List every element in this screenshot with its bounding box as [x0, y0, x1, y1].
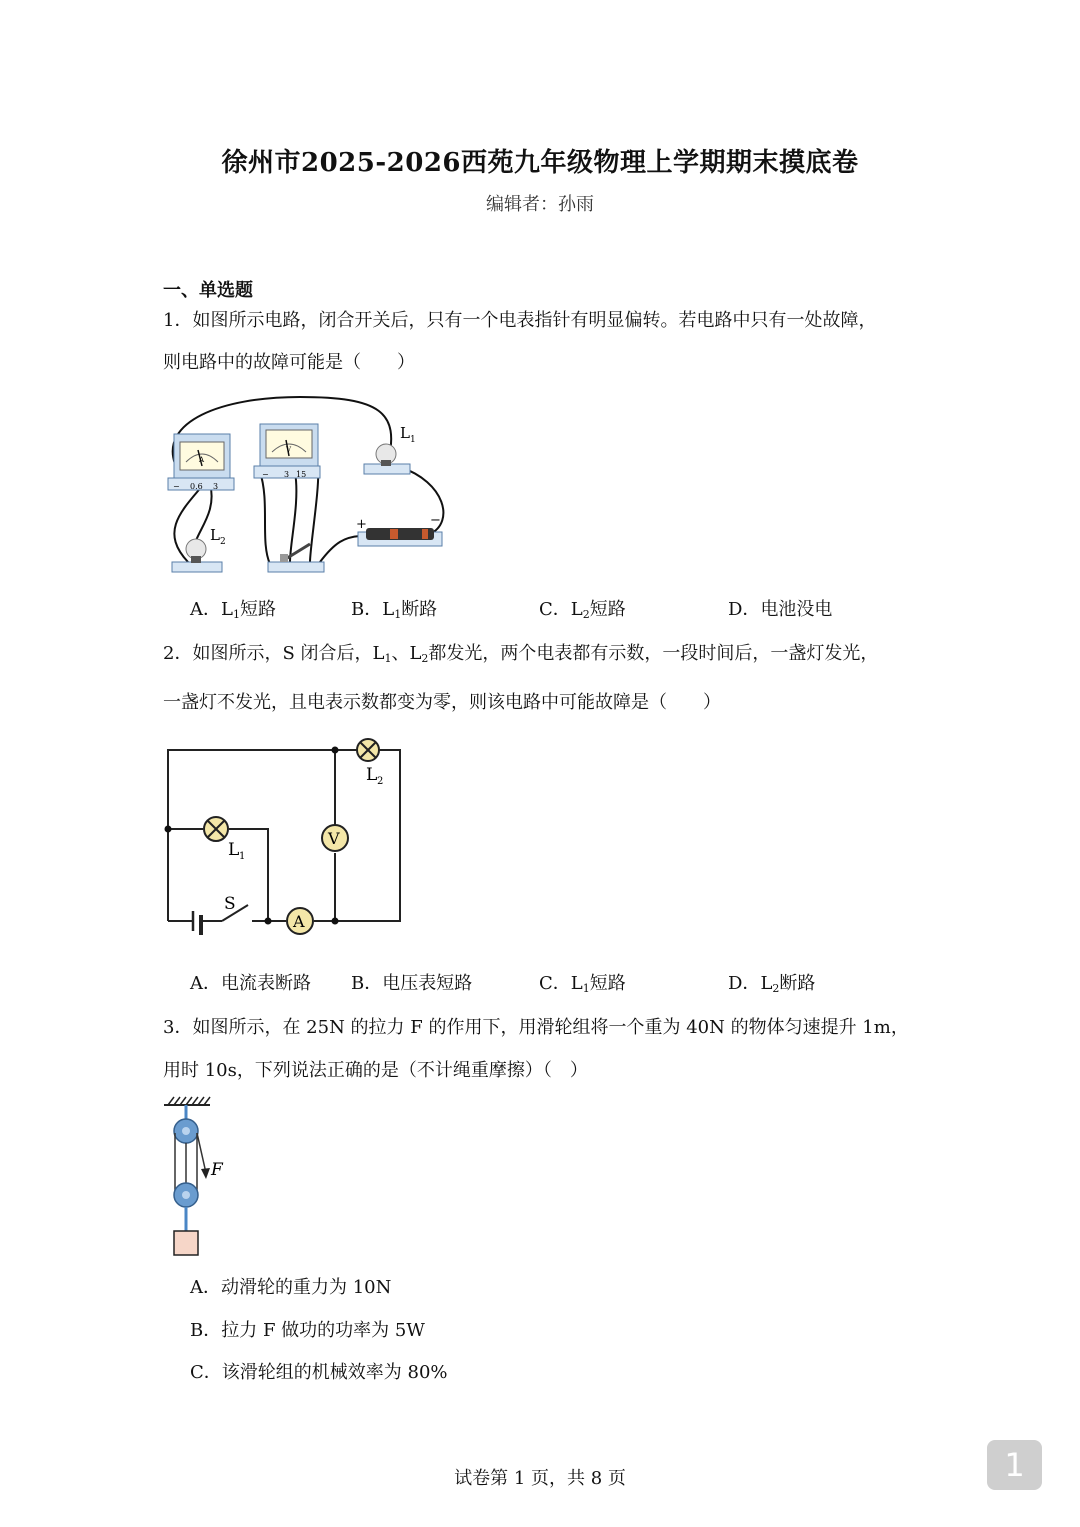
svg-text:0.6: 0.6	[190, 482, 203, 491]
question-3-line-2: 用时 10s，下列说法正确的是（不计绳重摩擦）（ ）	[163, 1060, 588, 1081]
ammeter-1	[168, 434, 234, 491]
svg-text:15: 15	[296, 470, 307, 479]
svg-text:−: −	[262, 470, 269, 479]
svg-text:V: V	[286, 446, 292, 454]
svg-text:3: 3	[213, 482, 219, 491]
lamp-l1-symbol	[204, 817, 245, 862]
svg-text:L: L	[366, 765, 378, 785]
page-title: 徐州市2025-2026西苑九年级物理上学期期末摸底卷	[221, 148, 859, 178]
voltmeter-1	[254, 424, 320, 479]
q3-option-b[interactable]: B．拉力 F 做功的功率为 5W	[190, 1320, 425, 1341]
q2-option-a[interactable]: A．电流表断路	[190, 973, 311, 994]
svg-text:L: L	[228, 840, 240, 860]
q3-option-c[interactable]: C．该滑轮组的机械效率为 80%	[190, 1362, 448, 1383]
battery-1	[356, 513, 442, 546]
question-1-line-2: 则电路中的故障可能是（ ）	[163, 352, 415, 373]
svg-text:1: 1	[410, 435, 416, 445]
question-1-line-1: 1．如图所示电路，闭合开关后，只有一个电表指针有明显偏转。若电路中只有一处故障，	[163, 310, 877, 331]
svg-text:1: 1	[239, 851, 246, 862]
question-3-line-1: 3．如图所示，在 25N 的拉力 F 的作用下，用滑轮组将一个重为 40N 的物体匀速提升 1m，	[163, 1017, 909, 1038]
svg-text:L: L	[400, 424, 410, 442]
switch-label: S	[224, 894, 236, 914]
svg-text:3: 3	[284, 470, 290, 479]
q2-option-b[interactable]: B．电压表短路	[351, 973, 473, 994]
ammeter-symbol	[287, 908, 313, 934]
svg-text:2: 2	[377, 776, 384, 787]
q1-option-c[interactable]: C．$L_2$短路	[539, 599, 626, 621]
svg-text:−: −	[430, 513, 441, 528]
question-2-line-1: 2．如图所示，S 闭合后，$L_1$、$L_2$都发光，两个电表都有示数，一段时间后，一盏灯发光，	[163, 643, 879, 665]
svg-text:A: A	[293, 912, 305, 931]
question-2-line-2: 一盏灯不发光，且电表示数都变为零，则该电路中可能故障是（ ）	[163, 692, 721, 713]
q3-option-a[interactable]: A．动滑轮的重力为 10N	[190, 1277, 392, 1298]
page-number-badge[interactable]: 1	[987, 1440, 1042, 1490]
q2-option-d[interactable]: D．$L_2$断路	[728, 973, 816, 995]
page-footer: 试卷第 1 页，共 8 页	[454, 1468, 626, 1489]
svg-text:−: −	[173, 482, 180, 491]
q2-option-c[interactable]: C．$L_1$短路	[539, 973, 626, 995]
q1-option-b[interactable]: B．$L_1$断路	[351, 599, 438, 621]
section-heading: 一、单选题	[163, 280, 253, 301]
switch-1	[268, 544, 324, 572]
svg-text:L: L	[210, 526, 220, 544]
force-label: F	[211, 1160, 223, 1180]
q1-option-d[interactable]: D．电池没电	[728, 599, 833, 620]
question-3-pulley-figure	[160, 1095, 250, 1260]
svg-text:+: +	[356, 517, 367, 532]
editor-line: 编辑者：孙雨	[486, 194, 594, 215]
svg-text:V: V	[328, 829, 340, 848]
voltmeter-symbol	[322, 825, 348, 851]
question-1-circuit-figure	[160, 392, 460, 582]
q1-option-a[interactable]: A．$L_1$短路	[190, 599, 276, 621]
question-2-circuit-figure	[160, 735, 420, 945]
lamp-l2-symbol	[357, 739, 383, 787]
svg-text:2: 2	[220, 537, 226, 547]
svg-text:A: A	[199, 456, 205, 464]
